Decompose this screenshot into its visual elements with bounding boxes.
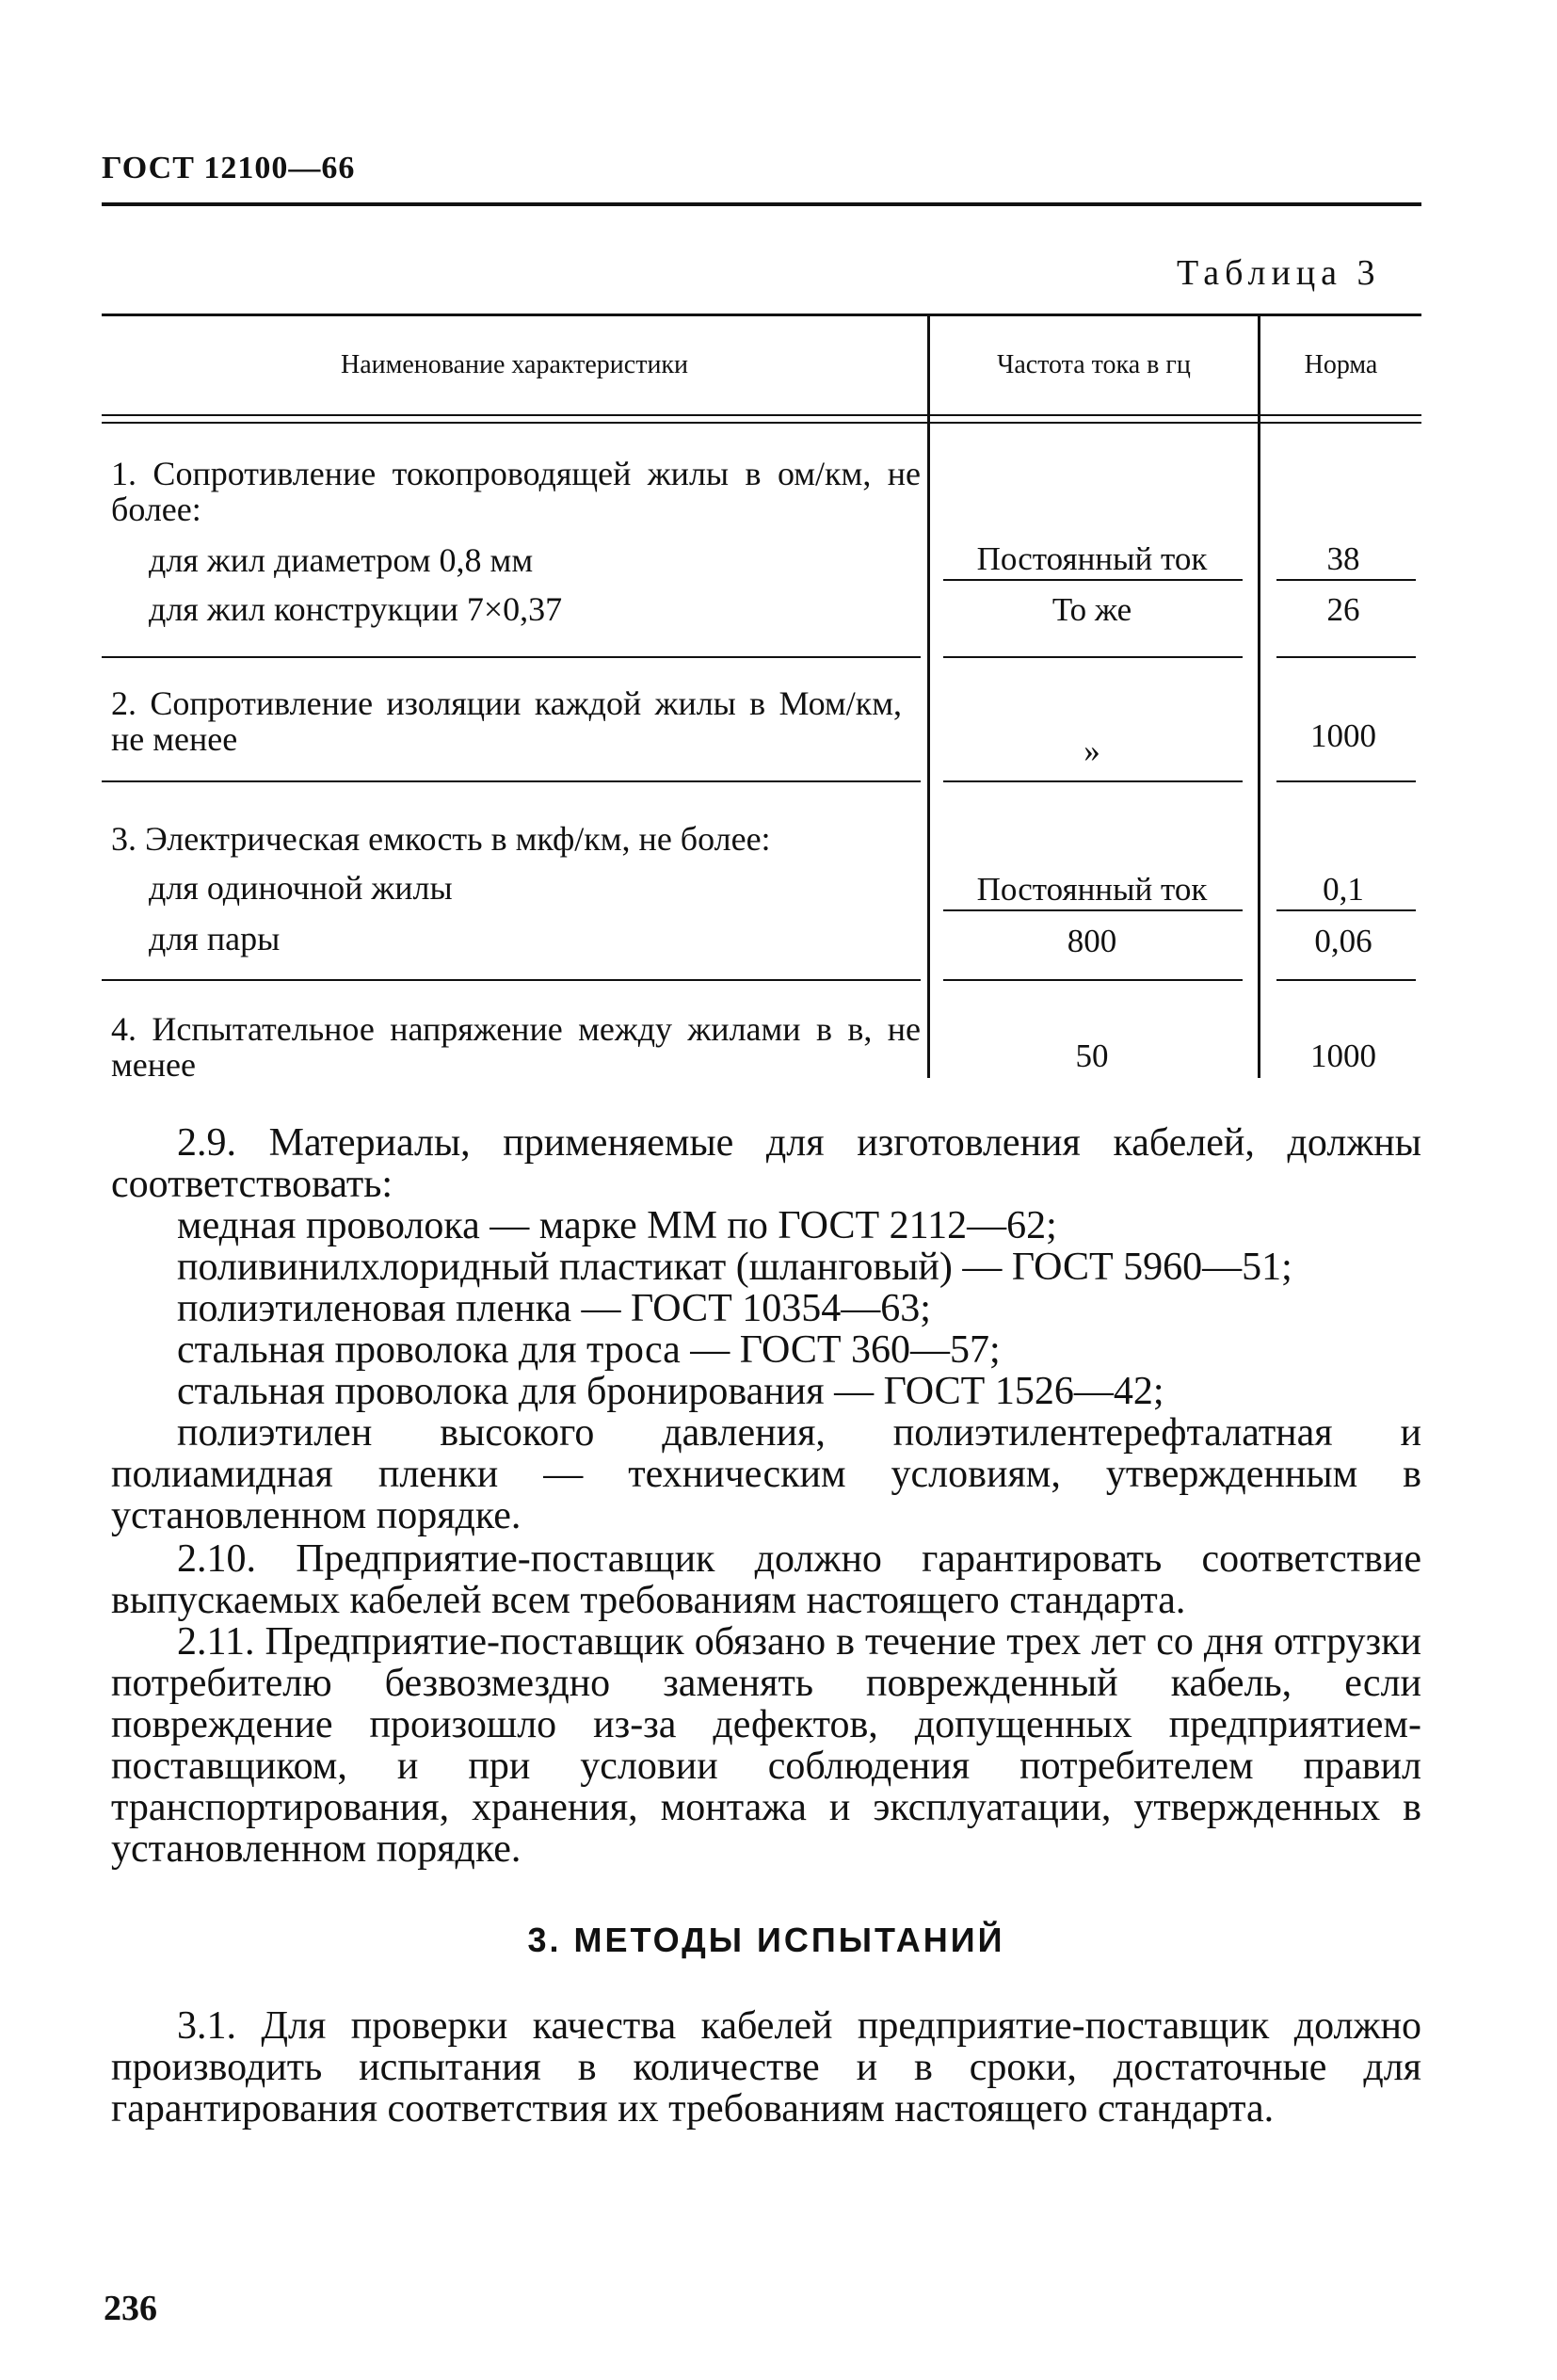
paragraph-2-9-item-3: полиэтиленовая пленка — ГОСТ 10354—63; [177,1287,931,1330]
table-row-4-title: 4. Испытательное напряжение между жилами в в, не менее [111,1010,921,1084]
row-separator [102,979,921,981]
table-row-1a-label: для жил диаметром 0,8 мм [149,541,534,579]
row-separator [943,979,1243,981]
page-number: 236 [104,2289,157,2328]
table-row-4-norm: 1000 [1310,1037,1376,1074]
table-row-1a-frequency: Постоянный ток [977,540,1208,581]
table-row-1b-label: для жил конструкции 7×0,37 [149,590,563,628]
table-header-norm: Норма [1304,350,1378,379]
table-row-2-title: 2. Сопротивление изоляции каждой жилы в Мом/км, не менее [111,684,902,758]
paragraph-3-1: 3.1. Для проверки качества кабелей предприятие-поставщик должно производить испытания в количестве и в сроки, достаточные для гарантирования соответствия их требованиям настоящего стандарта. [111,2004,1421,2131]
table-header-frequency: Частота тока в гц [997,350,1191,379]
paragraph-2-9-item-5: стальная проволока для бронирования — ГОСТ 1526—42; [177,1370,1164,1413]
paragraph-2-9-intro: 2.9. Материалы, применяемые для изготовления кабелей, должны соответствовать: [111,1121,1421,1206]
row-separator [943,780,1243,782]
paragraph-2-9-item-2: поливинилхлоридный пластикат (шланговый) — ГОСТ 5960—51; [177,1246,1292,1289]
paragraph-2-11: 2.11. Предприятие-поставщик обязано в течение трех лет со дня отгрузки потребителю безвозмездно заменять поврежденный кабель, если повреждение произошло из-за дефектов, допущенных предприятием-поставщиком, и при условии соблюдения потребителем правил транспортирования, хранения, монтажа и эксплуатации, утвержденных в установленном порядке. [111,1620,1421,1871]
table-title: Таблица 3 [1177,253,1381,293]
table-row-3a-norm: 0,1 [1323,871,1364,908]
table-col-divider-2 [1258,314,1260,1078]
table-row-3b-label: для пары [149,920,281,957]
table-top-rule [102,314,1421,316]
table-row-1-title: 1. Сопротивление токопроводящей жилы в ом/км, не более: [111,455,921,528]
table-row-1b-norm: 26 [1326,591,1360,628]
table-row-4-frequency: 50 [1075,1037,1109,1074]
table-header-rule-2 [102,422,1421,424]
table-row-3b-norm: 0,06 [1314,923,1372,959]
row-separator [943,656,1243,658]
paragraph-2-9-item-1: медная проволока — марке ММ по ГОСТ 2112—62; [177,1204,1057,1247]
table-header-characteristic: Наименование характеристики [340,350,689,379]
cell-rule [943,909,1243,911]
cell-rule [1276,909,1416,911]
cell-rule [1276,579,1416,581]
table-row-3b-frequency: 800 [1067,923,1117,959]
table-row-2-frequency: » [1083,732,1100,769]
table-header-rule-1 [102,414,1421,416]
row-separator [1276,780,1416,782]
table-row-2-norm: 1000 [1310,717,1376,754]
cell-rule [943,579,1243,581]
paragraph-2-9-tail: полиэтилен высокого давления, полиэтилентерефталатная и полиамидная пленки — техническим условиям, утвержденным в установленном порядке. [111,1411,1421,1537]
table-row-1a-norm: 38 [1326,540,1360,577]
row-separator [102,656,921,658]
row-separator [1276,656,1416,658]
row-separator [1276,979,1416,981]
paragraph-2-10: 2.10. Предприятие-поставщик должно гарантировать соответствие выпускаемых кабелей всем требованиям настоящего стандарта. [111,1537,1421,1622]
row-separator [102,780,921,782]
table-row-3a-frequency: Постоянный ток [976,871,1208,908]
table-row-1b-frequency: То же [1051,591,1132,628]
document-code: ГОСТ 12100—66 [102,151,356,185]
paragraph-2-9-item-4: стальная проволока для троса — ГОСТ 360—57; [177,1328,1001,1372]
table-row-3-title: 3. Электрическая емкость в мкф/км, не более: [111,820,771,858]
header-rule [102,202,1421,206]
table-col-divider-1 [927,314,930,1078]
section-3-title: 3. МЕТОДЫ ИСПЫТАНИЙ [527,1921,1005,1959]
table-row-3a-label: для одиночной жилы [149,869,453,907]
